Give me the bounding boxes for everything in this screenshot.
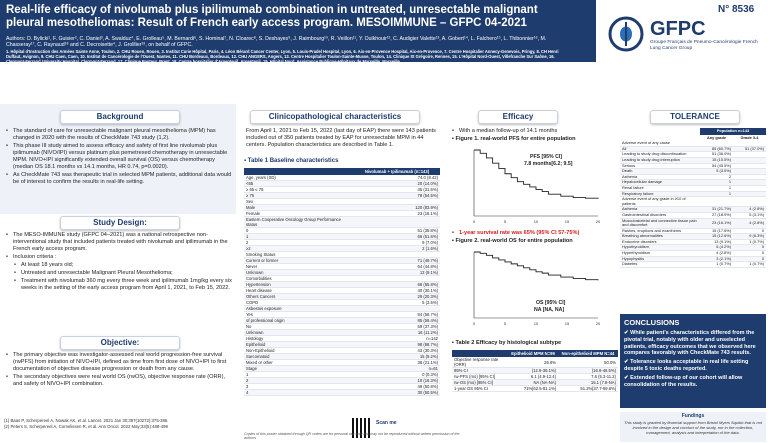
baseline-row-cell: Sarcomatoid (244, 354, 354, 360)
os-series-line (474, 252, 598, 280)
baseline-row-cell: Age, years (SD) (244, 175, 354, 181)
baseline-row-cell: 85 (59.4%) (354, 318, 440, 324)
baseline-row-cell: 38 (21.1%) (354, 360, 440, 366)
tolerance-row-cell (733, 197, 766, 207)
efficacy-row-cell: 50.0% (558, 357, 618, 368)
tolerance-row-cell: 5 (3.1%) (733, 212, 766, 218)
efficacy-table-body (452, 357, 618, 392)
efficacy-row (452, 380, 618, 386)
efficacy-row (452, 386, 618, 392)
conclusions-heading: CONCLUSIONS (624, 318, 680, 327)
baseline-row-cell: 2 (244, 240, 354, 246)
x-tick-label: 0 (472, 219, 476, 224)
tolerance-row-cell: Breathing abnormalities (620, 234, 700, 240)
tolerance-row-cell: 4 (2.8%) (700, 251, 733, 257)
efficacy-row-cell: (12.6-36.1%) (508, 368, 558, 374)
baseline-row-cell: Non-Epithelioid (244, 348, 354, 354)
background-text (6, 128, 232, 187)
tolerance-row-cell: 15 (12.6%) (700, 234, 733, 240)
conclusion-item: ✔ While patient's characteristics differed from the pivotal trial, notably with older and unselected patients, efficacy outcomes that we observed here compares favorably with CheckMate 743 results. (624, 330, 756, 357)
pfs-rate (452, 230, 618, 238)
baseline-row-cell: 23 (16.1%) (354, 211, 440, 217)
baseline-row-cell (354, 217, 440, 228)
baseline-row-cell: Heart disease (244, 288, 354, 294)
baseline-row-cell: Unknown (244, 330, 354, 336)
baseline-row-cell: Smoking Status (244, 252, 354, 258)
design-item: • At least 18 years old; (14, 262, 232, 269)
tolerance-row (620, 197, 766, 207)
baseline-row-cell: ≥ 65 ≤ 75 (244, 187, 354, 193)
fig1-title-text: Figure 1. real-world PFS for entire population (455, 136, 576, 142)
design-item: • Untreated and unresectable Malignant Pleural Mesothelioma; (14, 270, 232, 277)
x-tick-label: 10 (533, 219, 539, 224)
background-heading: Background (60, 110, 180, 124)
fig2-label-1: OS [95% CI] (536, 300, 566, 306)
baseline-row-cell: n=61 (354, 366, 440, 372)
baseline-row-cell: 40 (30.1%) (354, 288, 440, 294)
design-item: • Treatment with nivolumab 360 mg every three week and ipilimumab 1mg/kg every six weeks in the setting of the early access program from April 1, 2021, to Feb 15, 2022. (14, 278, 232, 292)
tolerance-row-cell: 31 (21.7%) (700, 207, 733, 213)
fig2-title-text: Figure 2. real-world OS for entire population (455, 238, 573, 244)
logo-subtitle: Groupe Français de Pneumo-Cancérologie French Lung Cancer Group (650, 40, 758, 51)
tolerance-row-cell: 27 (18.9%) (700, 212, 733, 218)
authors-block (6, 36, 566, 64)
baseline-row-cell: ≥ 75 (244, 193, 354, 199)
baseline-row-cell: Comorbidities (244, 276, 354, 282)
tolerance-row-cell: Respiratory failure (620, 191, 700, 197)
conclusion-item-text: Tolerance looks acceptable in real life setting despite 5 toxic deaths reported. (624, 359, 749, 372)
x-tick-label: 20 (595, 321, 601, 326)
baseline-row-cell: 49 (50.8%) (354, 384, 440, 390)
baseline-row-cell: 71 (49.7%) (354, 258, 440, 264)
efficacy-row-cell: 51.2%[37.7-69.6%] (558, 386, 618, 392)
copy-note: Copies of this poster obtained through QR codes are for personal use only and may not be reproduced without written permission of the authors (244, 432, 460, 440)
tolerance-row-cell: 9 (6.3%) (733, 234, 766, 240)
design-item: • The MESO-IMMUNE study (GFPC 04–2021) was a national retrospective non-interventional study that included patients treated with nivolumab and ipilimumab in the French early access program. (6, 232, 232, 253)
baseline-row-cell: 13 (9.1%) (354, 270, 440, 276)
background-item: • This phase III study aimed to assess efficacy and safety of first line nivolumab plus ipilimumab (NIVO/IPI) versus platinum plus pemetrexed chemotherapy in unresectable MPM. NIVO+IPI significantly extended overall survival (OS) versus chemotherapy (median OS 18.1 months vs 14.1 months, HR 0.74, p=0.0020). (6, 143, 232, 171)
tolerance-row-cell: 13 (9.1%) (700, 239, 733, 245)
baseline-row (244, 217, 440, 228)
table1-header-blank (244, 168, 354, 175)
tolerance-row-cell: 0 (733, 228, 766, 234)
baseline-row-cell: 1 (244, 234, 354, 240)
baseline-row-cell: Female (244, 211, 354, 217)
pfs-rate-text: • 1-year survival rate was 65% (95% CI 57-75%) (452, 230, 618, 237)
tol-header-g34: Grade 3-4 (733, 135, 766, 142)
efficacy-row-cell: 7.6 (5.3-11.2) (558, 374, 618, 380)
baseline-row-cell: 3 (244, 384, 354, 390)
tolerance-row-cell: 51 (37.0%) (733, 146, 766, 152)
table2-header-nonepi: Non-epithelioid MPM N=44 (558, 350, 618, 357)
baseline-row-cell: 10 (16.3%) (354, 378, 440, 384)
table1-title: ▪ Table 1 Baseline characteristics (244, 158, 339, 164)
objective-item: • The secondary objectives were real world OS (rwOS), objective response rate (ORR), and safety of NIVO+IPI combination. (6, 374, 232, 388)
baseline-row-cell: Male (244, 205, 354, 211)
baseline-row-cell: Hypertension (244, 282, 354, 288)
fig1-label-1: PFS [95% CI] (530, 154, 562, 160)
efficacy-intro (452, 128, 612, 136)
baseline-row-cell: Stage (244, 366, 354, 372)
logo-text: GFPC (650, 18, 706, 40)
baseline-row-cell: 59 (37.3%) (354, 324, 440, 330)
tolerance-row-cell: Asthenia (620, 207, 700, 213)
baseline-row-cell: Asbestos exposure (244, 306, 354, 312)
baseline-row-cell: 5 (3.5%) (354, 300, 440, 306)
tolerance-row-cell: 1 (0.7%) (733, 262, 766, 268)
conclusion-item: ✔ Extended follow-up of our cohort will allow consolidation of the results. (624, 374, 743, 388)
efficacy-row (452, 357, 618, 368)
x-tick-label: 5 (503, 321, 507, 326)
efficacy-followup: • With a median follow-up of 14.1 months (452, 128, 612, 135)
baseline-row-cell: n=142 (354, 336, 440, 342)
tolerance-row-cell: 85 (60.7%) (700, 146, 733, 152)
tolerance-row-cell: Serious (620, 163, 700, 169)
tolerance-row-cell: 6 (4.2%) (700, 245, 733, 251)
clinico-intro: From April 1, 2021 to Feb 15, 2022 (last day of EAP) there were 143 patients included out of 350 patients treated by EAP for unresectable MPM in 44 centers. Population characteristics are described in Table 1. (246, 128, 436, 148)
authors-line: Authors: O. Bylicki¹, F. Guisier², C. Daniel³, A. Swalduz⁴, E. Grolleau⁵, M. Bernardi⁶, S. Hominal⁷, N. Cloarec⁸, S. Deshayes⁹, J. Raimbourg¹⁰, R. Veillon¹¹, Y. Oulkhouir¹², C. Audigier Valette¹³, A. Gobert¹⁴, L. Falchero¹⁵, L. Thibonnier¹⁶, M. Chasseray¹⁷, C. Raynaud¹⁸ and C. Decroisette⁴, J. Grolllier¹⁹, on behalf of GFPC. (6, 36, 547, 48)
conclusion-item-text: While patient's characteristics differed from the pivotal trial, notably with older and unselected patients, efficacy outcomes that we observed here compares favorably with CheckMate 743 results. (624, 330, 756, 357)
tolerance-row-cell: 1 (0.7%) (733, 239, 766, 245)
poster-number: N° 8536 (718, 4, 755, 15)
fig1-label-2: 7.8 months[6.2; 9.5] (524, 161, 573, 167)
tolerance-row-cell: 15 (17.6%) (700, 228, 733, 234)
tolerance-heading: TOLERANCE (650, 110, 740, 124)
baseline-row-cell: Sex (244, 199, 354, 205)
fig2-title: ▪ Figure 2. real-world OS for entire population (452, 238, 573, 244)
efficacy-row-cell: 95% CI (452, 368, 508, 374)
poster-title: Real-life efficacy of nivolumab plus ipilimumab combination in untreated, unresectable malignant pleural mesotheliomas: Result of French early access program. MESOIMMUNE – GFPC 04-2021 (6, 4, 538, 29)
baseline-row-cell: 9 (7.0%) (354, 240, 440, 246)
objective-heading: Objective: (60, 336, 180, 350)
reference-item: (2) Peters S, Scherpereel A, Cornelissen R, et al. Ann Oncol. 2022 May;33(5):488-499 (4, 423, 168, 429)
baseline-row-cell: Histology (244, 336, 354, 342)
x-tick-label: 0 (472, 321, 476, 326)
tolerance-row-cell: 0 (733, 245, 766, 251)
baseline-row-cell: of professional origin (244, 318, 354, 324)
tolerance-row-cell: 0 (733, 256, 766, 262)
tolerance-row-cell: 54 (45.5%) (700, 163, 733, 169)
os-curve-chart (462, 248, 602, 330)
efficacy-row-cell: 6.1 (4.9-12.4) (508, 374, 558, 380)
efficacy-row-cell: (16.6-46.5%) (558, 368, 618, 374)
tolerance-row-cell: 1 (0.7%) (700, 262, 733, 268)
tolerance-row-cell: Leading to study drug discontinuation (620, 152, 700, 158)
baseline-row-cell: <65 (244, 181, 354, 187)
baseline-row-cell: Epithelioid (244, 342, 354, 348)
study-design-heading: Study Design: (60, 216, 180, 230)
clinico-heading: Clinicopathological characteristics (250, 110, 420, 124)
x-tick-label: 20 (595, 219, 601, 224)
tolerance-row-cell: 2 (700, 174, 733, 180)
tolerance-row (620, 262, 766, 268)
tolerance-row-cell: 0 (733, 251, 766, 257)
tolerance-row-cell: Hypophysitis (620, 256, 700, 262)
efficacy-row-cell: 26.6% (508, 357, 558, 368)
tolerance-row-cell: 3 (2.1%) (700, 256, 733, 262)
baseline-row-cell: 20 (14.0%) (354, 181, 440, 187)
tolerance-row (620, 218, 766, 228)
baseline-row-cell: 0 (0.3%) (354, 372, 440, 378)
tolerance-row-cell: Death (620, 169, 700, 175)
conclusions-list (624, 330, 764, 390)
references (4, 418, 234, 429)
baseline-row-cell: 120 (83.9%) (354, 205, 440, 211)
table2-header-epi: Epithelioid MPM N=99 (508, 350, 558, 357)
tolerance-row-cell: Endocrine disorders (620, 239, 700, 245)
tol-header-pop: Population n=143 (700, 128, 766, 135)
fig2-label-2: NA [NA, NA] (534, 307, 565, 313)
tolerance-row-cell: Adverse event of any grade in ≥10 of patients (620, 197, 700, 207)
efficacy-table (452, 350, 618, 392)
baseline-row-cell: 51 (35.8%) (354, 228, 440, 234)
tolerance-row-cell: 1 (700, 191, 733, 197)
x-tick-label: 15 (564, 219, 570, 224)
conclusion-item-text: Extended follow-up of our cohort will allow consolidation of the results. (624, 374, 743, 388)
tolerance-row-cell: 4 (2.8%) (733, 218, 766, 228)
baseline-row-cell: 1 (244, 372, 354, 378)
baseline-row (244, 390, 440, 396)
baseline-row-cell: Mixed or other (244, 360, 354, 366)
table1-header-arm: Nivolumab + Ipilimumab (n=143) (354, 168, 440, 175)
table2-header-blank (452, 350, 508, 357)
tolerance-row-cell: Musculoskeletal and connective tissue pain and discomfort (620, 218, 700, 228)
background-item: • The standard of care for unresectable malignant pleural mesothelioma (MPM) has changed in 2020 with the results of CheckMate 743 study (1,2). (6, 128, 232, 142)
design-item: • Inclusion criteria : (6, 254, 232, 261)
baseline-row-cell: 64 (44.8%) (354, 264, 440, 270)
baseline-row-cell: 15 (9.2%) (354, 354, 440, 360)
efficacy-row-cell: rw-OS (mo) [95% CI] (452, 380, 508, 386)
tolerance-row-cell: Hepatocellular damage (620, 180, 700, 186)
baseline-row-cell: 74.0 (8.42) (354, 175, 440, 181)
pfs-curve-chart (462, 146, 602, 228)
efficacy-row-cell: 1-year OS 95% CI (452, 386, 508, 392)
baseline-row-cell: 84 (58.7%) (354, 312, 440, 318)
tolerance-row-cell: 1 (700, 185, 733, 191)
baseline-table-body (244, 175, 440, 396)
tolerance-row-cell: 4 (2.8%) (733, 207, 766, 213)
table2-title-text: Table 2 Efficacy by histological subtype (455, 340, 562, 346)
baseline-row-cell: 68 (55.8%) (354, 282, 440, 288)
tolerance-row-cell: 51 (36.0%) (700, 152, 733, 158)
efficacy-row-cell: Objective response rate (ORR) (452, 357, 508, 368)
gfpc-logo-icon (606, 14, 646, 54)
funding-text: This study is granted by financial support from Bristol Myers Squibb that is not involved in the design and conduct of the study, nor in the collection, management, analysis and interpretation of the data. (624, 420, 762, 435)
qr-label: Scan me (376, 420, 397, 426)
tol-header-any: Any grade (700, 135, 733, 142)
baseline-row-cell: Unknown (244, 270, 354, 276)
efficacy-row (452, 374, 618, 380)
efficacy-heading: Efficacy (478, 110, 558, 124)
tolerance-row-cell: 23 (16.1%) (700, 218, 733, 228)
tolerance-row-cell: All (620, 146, 700, 152)
baseline-row-cell: Current or former (244, 258, 354, 264)
tolerance-row-cell (700, 197, 733, 207)
table2-title: ▪ Table 2 Efficacy by histological subtype (452, 340, 562, 346)
baseline-row-cell: 29 (20.3%) (354, 294, 440, 300)
x-tick-label: 10 (533, 321, 539, 326)
baseline-row-cell: Others Cancers (244, 294, 354, 300)
baseline-row-cell: 30 (50.5%) (354, 390, 440, 396)
baseline-row-cell: ≥2 (244, 246, 354, 252)
x-tick-label: 5 (503, 219, 507, 224)
objective-text (6, 352, 232, 389)
tolerance-row-cell: Leading to study drug interruption (620, 157, 700, 163)
baseline-row-cell: Never (244, 264, 354, 270)
tolerance-row-cell: Rashes, eruptions and exanthems (620, 228, 700, 234)
tolerance-table-body (620, 141, 766, 267)
baseline-row-cell: 45 (31.5%) (354, 187, 440, 193)
reference-item: (1) Baas P, Scherpereel A, Nowak AK, et al. Lancet. 2021 Jan 30;397(10272):375-386. (4, 418, 169, 423)
baseline-row-cell: 43 (30.3%) (354, 348, 440, 354)
efficacy-row-cell: 71%[62.5-81.1%] (508, 386, 558, 392)
tolerance-row-cell: 5 (3.5%) (700, 169, 733, 175)
baseline-row-cell: COPD (244, 300, 354, 306)
tolerance-row-cell: Diabetes (620, 262, 700, 268)
tolerance-row-cell: Adverse event of any cause (620, 141, 700, 146)
baseline-row-cell: 2 (244, 378, 354, 384)
fig1-title: ▪ Figure 1. real-world PFS for entire population (452, 136, 576, 142)
baseline-row-cell: No (244, 324, 354, 330)
x-tick-label: 15 (564, 321, 570, 326)
baseline-row-cell: 98 (68.7%) (354, 342, 440, 348)
tolerance-table (620, 128, 766, 268)
baseline-row-cell: 16 (11.2%) (354, 330, 440, 336)
tolerance-row-cell: Gastrointestinal disorders (620, 212, 700, 218)
baseline-row-cell: 78 (54.5%) (354, 193, 440, 199)
baseline-row-cell: 66 (51.6%) (354, 234, 440, 240)
efficacy-row-cell: 15.1 (7.8-NA) (558, 380, 618, 386)
tol-header-blank (620, 128, 700, 135)
study-design-text (6, 232, 232, 293)
funding-heading: Fundings (681, 413, 705, 419)
table1-title-text: Table 1 Baseline characteristics (247, 158, 339, 164)
tolerance-row-cell: Asthenia (620, 174, 700, 180)
baseline-row-cell: 0 (244, 228, 354, 234)
efficacy-row-cell: NA (NA-NA) (508, 380, 558, 386)
km1-ticks (473, 219, 601, 224)
baseline-table (244, 168, 440, 396)
tolerance-row-cell: Hyperthyroidism (620, 251, 700, 257)
affiliations-line: 1. Hôpital d'Instruction des Armées Sainte Anne, Toulon, 2. CHU Rouen, Rouen, 3. Institut Curie Hôpital, Paris, 4. Léon Bérard Cancer Center, Lyon, 5. Louis-Pradel Hospital, Lyon, 6. Aix-en-Provence Hospital, Aix-en-Provence, 7. Centre Hospitalier Annecy-Genevois, Pringy, 8. CH Henri Duffaut, Avignon, 9. CHU Caen, Caen, 10. Institut de Cancérologie de l'Ouest, Nantes, 11. CHU Bordeaux, Bordeaux, 12. CHU ANGERS, Angers, 13. Centre Hospitalier Toulon-Sainte-Musse, Toulon, 14. Clinique St Grégoire, Rennes, 15. L'Hôpital Nord-Ouest, Villefranche Sur Saône, 16. Clermont-Ferrand University Hospital, Clermont-Ferrand, 17. Clinique Pasteur, Brest, 18. Centre hospitalier d'Argenteuil, Argenteuil, 19. Hôpital Nord, Assistance Publique-Hôpitaux de Marseille, Marseille. (6, 49, 559, 64)
baseline-row-cell: 2 (1.6%) (354, 246, 440, 252)
objective-item: • The primary objective was investigator-assessed real world progression-free survival (rwPFS) from initiation of NIVO+IPI, defined as time from first dose of NIVO+IPI to first documentation of objective disease progression or death from any cause. (6, 352, 232, 373)
tolerance-row-cell: Renal failure (620, 185, 700, 191)
tolerance-row-cell: Hypothyroidism (620, 245, 700, 251)
baseline-row-cell: Eastern Cooperative Oncology Group Performance status (244, 217, 354, 228)
baseline-row-cell: Yes (244, 312, 354, 318)
tolerance-row-cell: 15 (15.5%) (700, 157, 733, 163)
baseline-row-cell: 4 (244, 390, 354, 396)
background-item: • As CheckMate 743 was therapeutic trial in selected MPM patients, additional data would be of interest to confirm the results in real-life setting. (6, 172, 232, 186)
km2-ticks (473, 321, 601, 326)
tolerance-row-cell: 1 (700, 180, 733, 186)
efficacy-row-cell: rw-PFS (mo) [95% CI] (452, 374, 508, 380)
conclusion-item: ✔ Tolerance looks acceptable in real life setting despite 5 toxic deaths reported. (624, 359, 749, 372)
